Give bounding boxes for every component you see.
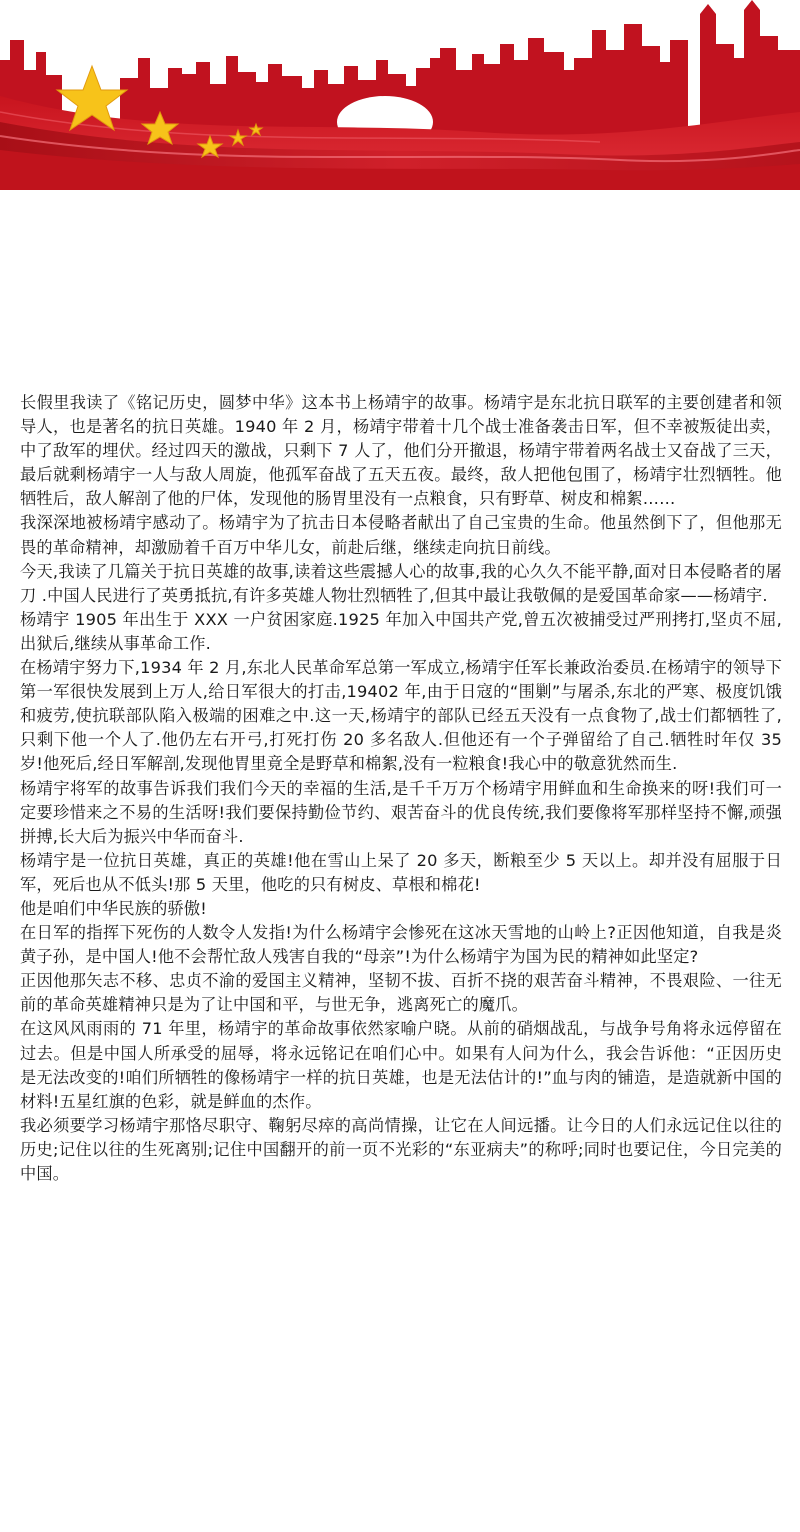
article-body bbox=[20, 391, 782, 1186]
paragraph: 在这风风雨雨的 71 年里，杨靖宇的革命故事依然家喻户晓。从前的硝烟战乱，与战争号角将永远停留在过去。但是中国人所承受的屈辱，将永远铭记在咱们心中。如果有人问为什么，我会告诉他：“正因历史是无法改变的!咱们所牺牲的像杨靖宇一样的抗日英雄，也是无法估计的!”血与肉的铺造，是造就新中国的材料!五星红旗的色彩，就是鲜血的杰作。 bbox=[20, 1019, 782, 1111]
paragraph: 我深深地被杨靖宇感动了。杨靖宇为了抗击日本侵略者献出了自己宝贵的生命。他虽然倒下了，但他那无畏的革命精神，却激励着千百万中华儿女，前赴后继，继续走向抗日前线。 bbox=[20, 513, 782, 557]
paragraph: 我必须要学习杨靖宇那恪尽职守、鞠躬尽瘁的高尚情操，让它在人间远播。让今日的人们永远记住以往的历史;记住以往的生死离别;记住中国翻开的前一页不光彩的“东亚病夫”的称呼;同时也要记住，今日完美的中国。 bbox=[20, 1115, 782, 1183]
city-skyline-banner bbox=[0, 0, 800, 190]
paragraph: 杨靖宇是一位抗日英雄，真正的英雄!他在雪山上呆了 20 多天，断粮至少 5 天以上。却并没有屈服于日军，死后也从不低头!那 5 天里，他吃的只有树皮、草根和棉花! bbox=[20, 850, 782, 894]
paragraph: 杨靖宇将军的故事告诉我们我们今天的幸福的生活,是千千万万个杨靖宇用鲜血和生命换来的呀!我们可一定要珍惜来之不易的生活呀!我们要保持勤俭节约、艰苦奋斗的优良传统,我们要像将军那样坚持不懈,顽强拼搏,长大后为振兴中华而奋斗. bbox=[20, 778, 782, 846]
paragraph: 杨靖宇 1905 年出生于 XXX 一户贫困家庭.1925 年加入中国共产党,曾五次被捕受过严刑拷打,坚贞不屈,出狱后,继续从事革命工作. bbox=[20, 609, 782, 653]
paragraph: 在日军的指挥下死伤的人数令人发指!为什么杨靖宇会惨死在这冰天雪地的山岭上?正因他知道，自我是炎黄子孙，是中国人!他不会帮忙敌人残害自我的“母亲”!为什么杨靖宇为国为民的精神如此坚定? bbox=[20, 923, 782, 967]
paragraph: 长假里我读了《铭记历史，圆梦中华》这本书上杨靖宇的故事。杨靖宇是东北抗日联军的主要创建者和领导人，也是著名的抗日英雄。1940 年 2 月，杨靖宇带着十几个战士准备袭击日军，但不幸被叛徒出卖，中了敌军的埋伏。经过四天的激战，只剩下 7 人了，他们分开撤退，杨靖宇带着两名战士又奋战了三天，最后就剩杨靖宇一人与敌人周旋，他孤军奋战了五天五夜。最终，敌人把他包围了，杨靖宇壮烈牺牲。他牺牲后，敌人解剖了他的尸体，发现他的肠胃里没有一点粮食，只有野草、树皮和棉絮…… bbox=[20, 393, 782, 509]
paragraph: 正因他那矢志不移、忠贞不渝的爱国主义精神，坚韧不拔、百折不挠的艰苦奋斗精神，不畏艰险、一往无前的革命英雄精神只是为了让中国和平，与世无争，逃离死亡的魔爪。 bbox=[20, 971, 782, 1015]
header-banner bbox=[0, 0, 800, 190]
paragraph: 他是咱们中华民族的骄傲! bbox=[20, 898, 207, 918]
paragraph: 今天,我读了几篇关于抗日英雄的故事,读着这些震撼人心的故事,我的心久久不能平静,面对日本侵略者的屠刀 .中国人民进行了英勇抵抗,有许多英雄人物壮烈牺牲了,但其中最让我敬佩的是爱国革命家——杨靖宇. bbox=[20, 561, 782, 605]
paragraph: 在杨靖宇努力下,1934 年 2 月,东北人民革命军总第一军成立,杨靖宇任军长兼政治委员.在杨靖宇的领导下第一军很快发展到上万人,给日军很大的打击,19402 年,由于日寇的“围剿”与屠杀,东北的严寒、极度饥饿和疲劳,使抗联部队陷入极端的困难之中.这一天,杨靖宇的部队已经五天没有一点食物了,战士们都牺牲了,只剩下他一个人了.他仍左右开弓,打死打伤 20 多名敌人.但他还有一个子弹留给了自己.牺牲时年仅 35 岁!他死后,经日军解剖,发现他胃里竟全是野草和棉絮,没有一粒粮食!我心中的敬意犹然而生. bbox=[20, 658, 782, 774]
